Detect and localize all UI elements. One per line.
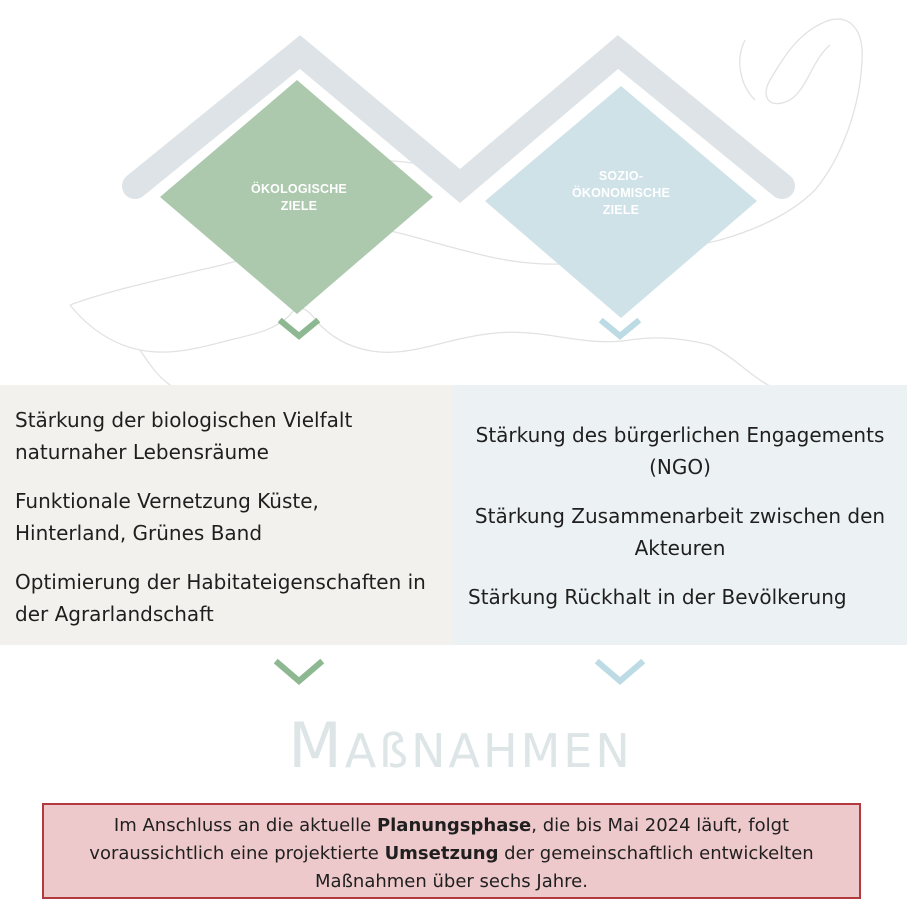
socioeconomic-goals-line2: ÖKONOMISCHE	[571, 186, 671, 200]
socioeconomic-objective-item	[453, 419, 907, 483]
info-text: voraussichtlich eine projektierte	[89, 843, 385, 864]
ecological-objectives-panel	[0, 385, 453, 645]
info-text: Maßnahmen über sechs Jahre.	[315, 871, 588, 892]
chevron-down-icon	[603, 322, 637, 336]
objective-text-line: Hinterland, Grünes Band	[15, 521, 263, 545]
socioeconomic-objective-item	[468, 581, 921, 613]
ecological-goals-line2: ZIELE	[280, 199, 318, 213]
info-text: der gemeinschaftlich entwickelten	[498, 843, 814, 864]
chevron-down-icon	[278, 663, 320, 681]
info-line-3	[44, 868, 859, 896]
chevron-down-icon	[599, 663, 641, 681]
measures-heading-rest: AßNAHMEN	[344, 724, 633, 778]
info-line-1	[44, 812, 859, 840]
info-line-2	[44, 840, 859, 868]
objective-text-line: der Agrarlandschaft	[15, 602, 214, 626]
socioeconomic-objective-item	[453, 500, 907, 564]
info-bold-implementation: Umsetzung	[384, 843, 499, 864]
info-text: , die bis Mai 2024 läuft, folgt	[531, 815, 790, 836]
ecological-objective-item	[15, 485, 445, 549]
ecological-objective-item	[15, 566, 445, 630]
measures-heading	[0, 706, 921, 791]
socioeconomic-objectives-panel	[453, 385, 907, 645]
objective-text-line: Akteuren	[634, 536, 726, 560]
objective-text-line: Stärkung Zusammenarbeit zwischen den	[474, 504, 886, 528]
ecological-goals-line1: ÖKOLOGISCHE	[251, 182, 347, 196]
objective-text-line: Optimierung der Habitateigenschaften in	[15, 570, 426, 594]
socioeconomic-goals-line1: SOZIO-	[598, 169, 644, 183]
socioeconomic-goals-line3: ZIELE	[602, 203, 640, 217]
objective-text-line: Stärkung des bürgerlichen Engagements	[475, 423, 885, 447]
ecological-goals-label	[227, 181, 371, 215]
objective-text-line: naturnaher Lebensräume	[15, 440, 269, 464]
chevron-down-icon	[282, 322, 316, 336]
ecological-objective-item	[15, 404, 445, 468]
planning-info-box	[42, 803, 861, 899]
objective-text-line: Stärkung Rückhalt in der Bevölkerung	[468, 585, 847, 609]
info-bold-planning: Planungsphase	[376, 815, 532, 836]
objective-text-line: Funktionale Vernetzung Küste,	[15, 489, 319, 513]
info-text: Im Anschluss an die aktuelle	[113, 815, 377, 836]
measures-heading-initial: M	[288, 709, 345, 782]
socioeconomic-goals-label	[549, 168, 693, 219]
objective-text-line: (NGO)	[649, 455, 711, 479]
objective-text-line: Stärkung der biologischen Vielfalt	[15, 408, 353, 432]
